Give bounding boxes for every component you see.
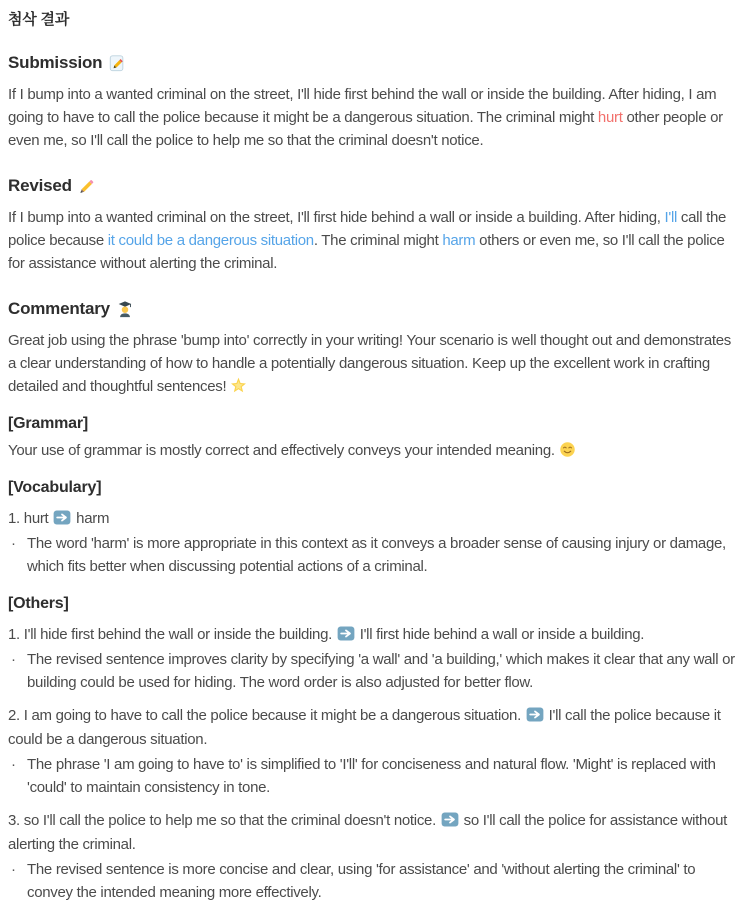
- submission-heading-label: Submission: [8, 53, 103, 72]
- others-item-3-change: 3. so I'll call the police to help me so that the criminal doesn't notice. so I'll call the police for assistance without alerting the criminal.: [8, 812, 728, 853]
- vocabulary-item-1-change: 1. hurt harm: [8, 510, 110, 527]
- others-item-3-note-text: The revised sentence is more concise and clear, using 'for assistance' and 'without alerting the criminal' to convey the intended meaning more effectively.: [27, 861, 696, 901]
- commentary-heading: [8, 299, 737, 319]
- smile-icon: [559, 441, 576, 458]
- bullet-marker: ·: [11, 535, 16, 552]
- revised-heading-label: Revised: [8, 176, 72, 195]
- bullet-marker: ·: [11, 651, 16, 668]
- arrow-icon: [441, 812, 459, 827]
- memo-icon: [108, 54, 126, 72]
- page-title: 첨삭 결과: [8, 11, 70, 28]
- grammar-text: Your use of grammar is mostly correct and effectively conveys your intended meaning.: [8, 439, 737, 462]
- others-item-1-note-text: The revised sentence improves clarity by specifying 'a wall' and 'a building,' which makes it clear that any wall or building could be used for hiding. The word order is also adjusted for better flow.: [27, 651, 735, 691]
- submission-paragraph: If I bump into a wanted criminal on the street, I'll hide first behind the wall or inside the building. After hiding, I am going to have to call the police because it might be a dangerous situation. The criminal might hurt other people or even me, so I'll call the police to help me so that the criminal doesn't notice.: [8, 86, 723, 149]
- bullet-marker: ·: [11, 756, 16, 773]
- pencil-icon: [78, 177, 96, 195]
- commentary-paragraph: Great job using the phrase 'bump into' correctly in your writing! Your scenario is well thought out and demonstrates a clear understanding of how to handle a potentially dangerous situation. Keep up the excellent work in crafting detailed and thoughtful sentences!: [8, 332, 732, 395]
- others-item-2-note: [8, 753, 737, 799]
- submission-heading: [8, 53, 737, 73]
- star-icon: [230, 377, 247, 394]
- revised-paragraph: If I bump into a wanted criminal on the street, I'll first hide behind a wall or inside a building. After hiding, I'll call the police because it could be a dangerous situation. The criminal might harm others or even me, so I'll call the police for assistance without alerting the criminal.: [8, 209, 727, 272]
- others-item-1-change: 1. I'll hide first behind the wall or inside the building. I'll first hide behind a wall or inside a building.: [8, 626, 645, 643]
- arrow-icon: [337, 626, 355, 641]
- others-heading: [Others]: [8, 595, 69, 612]
- vocabulary-item-1-note: [8, 532, 737, 578]
- commentary-heading-label: Commentary: [8, 299, 110, 318]
- others-item-2-note-text: The phrase 'I am going to have to' is simplified to 'I'll' for conciseness and natural flow. 'Might' is replaced with 'could' to maintain consistency in tone.: [27, 756, 716, 796]
- grammar-heading: [Grammar]: [8, 415, 89, 432]
- revised-heading: [8, 176, 737, 196]
- others-item-1-note: [8, 648, 737, 694]
- vocabulary-item-1-note-text: The word 'harm' is more appropriate in this context as it conveys a broader sense of causing injury or damage, which fits better when discussing potential actions of a criminal.: [27, 535, 726, 575]
- others-item-2-change: 2. I am going to have to call the police because it might be a dangerous situation. I'll call the police because it could be a dangerous situation.: [8, 707, 721, 748]
- vocabulary-heading: [Vocabulary]: [8, 479, 102, 496]
- arrow-icon: [526, 707, 544, 722]
- teacher-icon: [116, 300, 134, 318]
- bullet-marker: ·: [11, 861, 16, 878]
- others-item-3-note: [8, 858, 737, 904]
- arrow-icon: [53, 510, 71, 525]
